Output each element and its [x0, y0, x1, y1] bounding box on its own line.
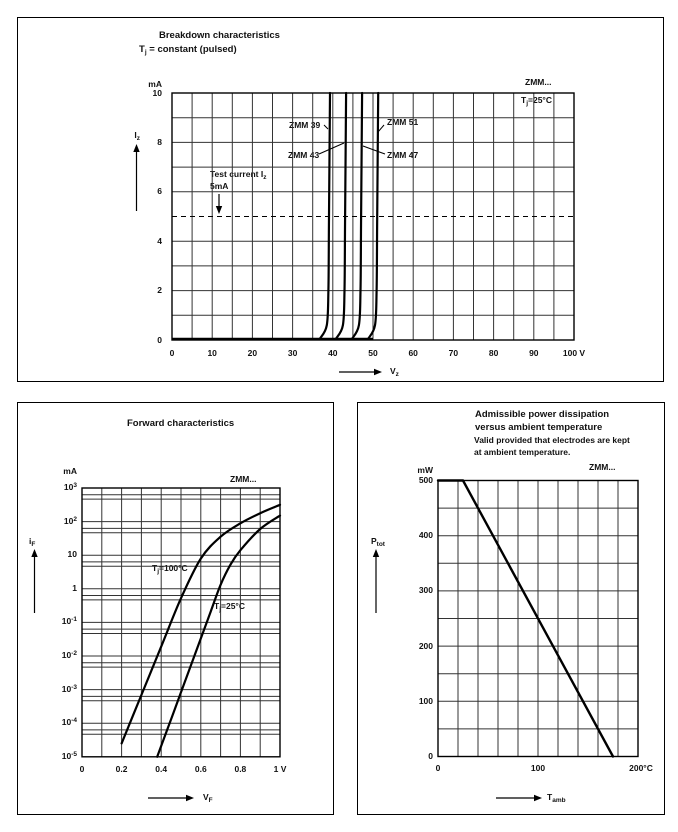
y-tick-label: 10 — [67, 549, 77, 560]
y-axis-name: $P_{tot}$ — [371, 536, 385, 548]
breakdown-title: Breakdown characteristics — [159, 30, 280, 41]
x-tick-label: 10 — [207, 348, 217, 358]
x-tick-label: 70 — [448, 348, 459, 358]
y-tick-label: $10^2$ — [63, 515, 77, 526]
up-arrow-icon — [31, 549, 37, 557]
curve-label-zmm39: ZMM 39 — [289, 120, 321, 130]
curve-label-25c: T =25°C — [214, 601, 245, 611]
y-tick-label: 8 — [157, 136, 162, 147]
x-tick-label: 0.6 — [194, 764, 207, 774]
y-axis-name: $i_F$ — [29, 536, 36, 548]
curve-pointer-line — [319, 143, 344, 154]
breakdown-subtitle: $T_j$ = constant (pulsed) — [139, 44, 237, 56]
y-tick-label: $10^{-3}$ — [61, 683, 77, 694]
curve-pointer-line — [363, 146, 385, 154]
curve-zmm-43 — [336, 93, 346, 339]
power-title-line2: versus ambient temperature — [475, 422, 603, 433]
power-note-line2: at ambient temperature. — [474, 447, 571, 457]
test-current-annotation-line1: Test current $I_z$ — [210, 169, 267, 181]
x-tick-label: 100 V — [562, 348, 586, 358]
y-tick-label: $10^{-5}$ — [61, 750, 77, 761]
y-unit-label: mA — [148, 79, 162, 89]
y-axis-name: $I_z$ — [134, 130, 140, 142]
x-tick-label: 0 — [435, 763, 441, 773]
y-tick-label: 0 — [428, 751, 433, 761]
device-label: ZMM... — [525, 77, 552, 87]
x-tick-label: 0 — [169, 348, 175, 358]
test-current-annotation-line2: 5mA — [210, 181, 229, 191]
y-tick-label: $10^{-4}$ — [61, 717, 77, 728]
curve-tj-25c — [157, 516, 280, 757]
y-tick-label: 400 — [418, 530, 433, 541]
curve-label-100c: $T_j=100^\circ C$ — [152, 563, 188, 575]
y-tick-label: $10^3$ — [63, 482, 77, 492]
forward-panel — [17, 402, 334, 815]
y-tick-label: 6 — [157, 186, 162, 197]
y-tick-label: $10^{-1}$ — [61, 616, 77, 627]
curve-label-zmm51: ZMM 51 — [387, 117, 419, 127]
curve-zmm-39 — [320, 93, 330, 339]
y-tick-label: 1 — [72, 582, 77, 593]
y-tick-label: 100 — [418, 695, 433, 706]
y-tick-label: 300 — [418, 585, 433, 596]
x-tick-label: 100 — [530, 763, 546, 773]
x-tick-label: 80 — [488, 348, 499, 358]
power-panel — [357, 402, 665, 815]
x-tick-label: 0 — [79, 764, 85, 774]
x-axis-name: $V_z$ — [390, 366, 399, 378]
up-arrow-icon — [373, 549, 379, 557]
right-arrow-icon — [186, 795, 194, 801]
right-arrow-icon — [534, 795, 542, 801]
y-tick-label: 500 — [418, 475, 433, 485]
curve-label-zmm43: ZMM 43 — [288, 150, 320, 160]
x-axis-name: $V_F$ — [203, 792, 213, 804]
curve-pointer-line — [324, 125, 328, 129]
right-arrow-icon — [374, 369, 382, 375]
x-axis-name: $T_{amb}$ — [547, 792, 566, 804]
x-tick-label: 90 — [529, 348, 539, 358]
breakdown-panel — [17, 17, 664, 382]
y-tick-label: $10^{-2}$ — [61, 650, 77, 660]
x-tick-label: 40 — [328, 348, 338, 358]
y-tick-label: 0 — [157, 334, 162, 345]
x-tick-label: 200°C — [629, 763, 653, 773]
forward-title: Forward characteristics — [127, 418, 235, 429]
curve-zmm-47 — [352, 93, 362, 339]
y-tick-label: 4 — [157, 235, 162, 246]
x-tick-label: 1 V — [273, 764, 287, 774]
y-unit-label: mA — [63, 466, 77, 476]
x-tick-label: 60 — [408, 348, 418, 358]
y-tick-label: 2 — [157, 285, 162, 296]
x-tick-label: 0.2 — [115, 764, 128, 774]
x-tick-label: 20 — [247, 348, 258, 358]
device-label: ZMM... — [230, 474, 257, 484]
device-label: ZMM... — [589, 462, 616, 472]
x-tick-label: 0.8 — [234, 764, 247, 774]
power-title-line1: Admissible power dissipation — [475, 409, 610, 420]
y-tick-label: 10 — [152, 87, 162, 98]
breakdown-chart-svg — [18, 18, 663, 381]
down-arrow-icon — [216, 206, 222, 214]
curve-label-zmm47: ZMM 47 — [387, 150, 419, 160]
condition-label: $T_j=25^\circ C$ — [521, 95, 552, 107]
x-tick-label: 0.4 — [155, 764, 168, 774]
power-note-line1: Valid provided that electrodes are kept — [474, 435, 630, 445]
x-tick-label: 30 — [287, 348, 298, 358]
y-tick-label: 200 — [418, 640, 433, 651]
x-tick-label: 50 — [368, 348, 378, 358]
y-unit-label: mW — [417, 465, 433, 475]
